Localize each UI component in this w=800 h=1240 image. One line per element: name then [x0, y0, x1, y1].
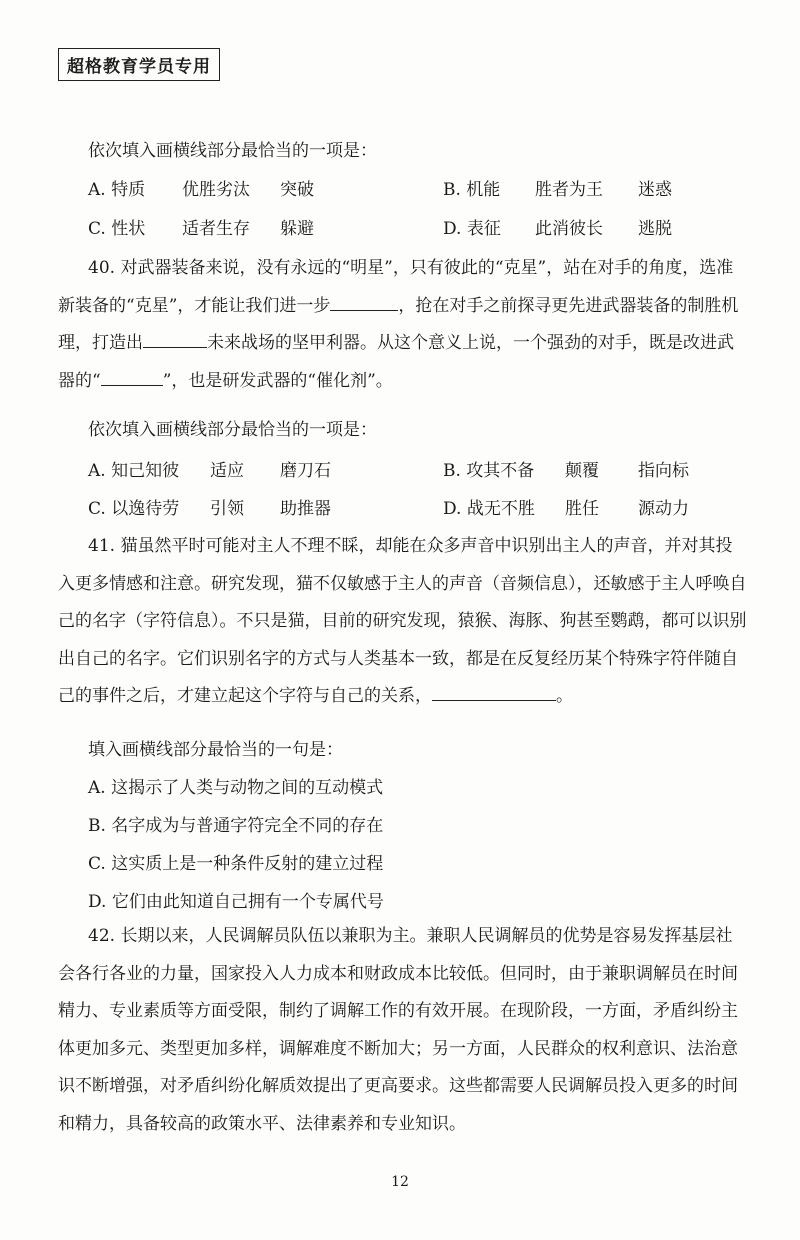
- header-label: 超格教育学员专用: [58, 48, 220, 81]
- q40-blank-2: [143, 346, 207, 348]
- q40-prompt: 依次填入画横线部分最恰当的一项是：: [88, 420, 377, 440]
- q41-option-c: C. 这实质上是一种条件反射的建立过程: [88, 854, 384, 874]
- q41-blank: [432, 699, 556, 701]
- q41-prompt: 填入画横线部分最恰当的一句是：: [88, 740, 343, 760]
- page-number: 12: [391, 1174, 409, 1190]
- q41-option-a: A. 这揭示了人类与动物之间的互动模式: [88, 778, 384, 798]
- q42-stem: 42. 长期以来，人民调解员队伍以兼职为主。兼职人民调解员的优势是容易发挥基层社会各行各业的力量，国家投入人力成本和财政成本比较低。但同时，由于兼职调解员在时间精力、专业素质等方面受限，制约了调解工作的有效开展。在现阶段，一方面，矛盾纠纷主体更加多元、类型更加多样，调解难度不断加大；另一方面，人民群众的权利意识、法治意识不断增强，对矛盾纠纷化解质效提出了更高要求。这些都需要人民调解员投入更多的时间和精力，具备较高的政策水平、法律素养和专业知识。: [58, 926, 738, 1134]
- q41-option-d: D. 它们由此知道自己拥有一个专属代号: [88, 892, 384, 912]
- q41-stem: 41. 猫虽然平时可能对主人不理不睬，却能在众多声音中识别出主人的声音，并对其投入更多情感和注意。研究发现，猫不仅敏感于主人的声音（音频信息），还敏感于主人呼唤自己的名字（字符信息）。不只是猫，目前的研究发现，猿猴、海豚、狗甚至鹦鹉，都可以识别出自己的名字。它们识别名字的方式与人类基本一致，都是在反复经历某个特殊字符伴随自己的事件之后，才建立起这个字符与自己的关系， 。: [58, 536, 747, 707]
- q40-blank-3: [101, 384, 163, 386]
- exam-page: 超格教育学员专用 依次填入画横线部分最恰当的一项是： A. 特质 优胜劣汰 突破 B. 机能 胜者为王 迷惑 C. 性状 适者生存 躲避 D. 表征 此消彼长 逃脱 40. 对武器装备来说，没有永远的“明星”，只有彼此的“克星”，站在对手的角度，选准新装备的“克星”，才能让我们进一步 ，抢在对手之前探寻更先进武器装备的制胜机理，打造出 未来战场的坚甲利器。从这个意义上说，一个强劲的对手，既是改进武器的“ ”，也是研发武器的“催化剂”。 依次填入画横线部分最恰当的一项是： A. 知己知彼 适应 磨刀石 B. 攻其不备 颠覆 指向标 C. 以逸待劳 引领 助推器 D. 战无不胜 胜任 源动力 41. 猫虽然平时可能对主人不理不睬，却能在众多声音中识别出主人的声音，并对其投入更多情感和注意。研究发现，猫不仅敏感于主人的声音（音频信息），还敏感于主人呼唤自己的名字（字符信息）。不只是猫，目前的研究发现，猿猴、海豚、狗甚至鹦鹉，都可以识别出自己的名字。它们识别名字的方式与人类基本一致，都是在反复经历某个特殊字符伴随自己的事件之后，才建立起这个字符与自己的关系， 。 填入画横线部分最恰当的一句是： A. 这揭示了人类与动物之间的互动模式 B. 名字成为与普通字符完全不同的存在 C. 这实质上是一种条件反射的建立过程 D. 它们由此知道自己拥有一个专属代号 42. 长期以来，人民调解员队伍以兼职为主。兼职人民调解员的优势是容易发挥基层社会各行各业的力量，国家投入人力成本和财政成本比较低。但同时，由于兼职调解员在时间精力、专业素质等方面受限，制约了调解工作的有效开展。在现阶段，一方面，矛盾纠纷主体更加多元、类型更加多样，调解难度不断加大；另一方面，人民群众的权利意识、法治意识不断增强，对矛盾纠纷化解质效提出了更高要求。这些都需要人民调解员投入更多的时间和精力，具备较高的政策水平、法律素养和专业知识。 12: [0, 0, 800, 1240]
- q40-blank-1: [330, 309, 398, 311]
- q41-option-b: B. 名字成为与普通字符完全不同的存在: [88, 816, 384, 836]
- q39-prompt: 依次填入画横线部分最恰当的一项是：: [88, 141, 377, 161]
- q40-stem: 40. 对武器装备来说，没有永远的“明星”，只有彼此的“克星”，站在对手的角度，选准新装备的“克星”，才能让我们进一步 ，抢在对手之前探寻更先进武器装备的制胜机理，打造出 未来战场的坚甲利器。从这个意义上说，一个强劲的对手，既是改进武器的“ ”，也是研发武器的“催化剂”。: [58, 258, 739, 391]
